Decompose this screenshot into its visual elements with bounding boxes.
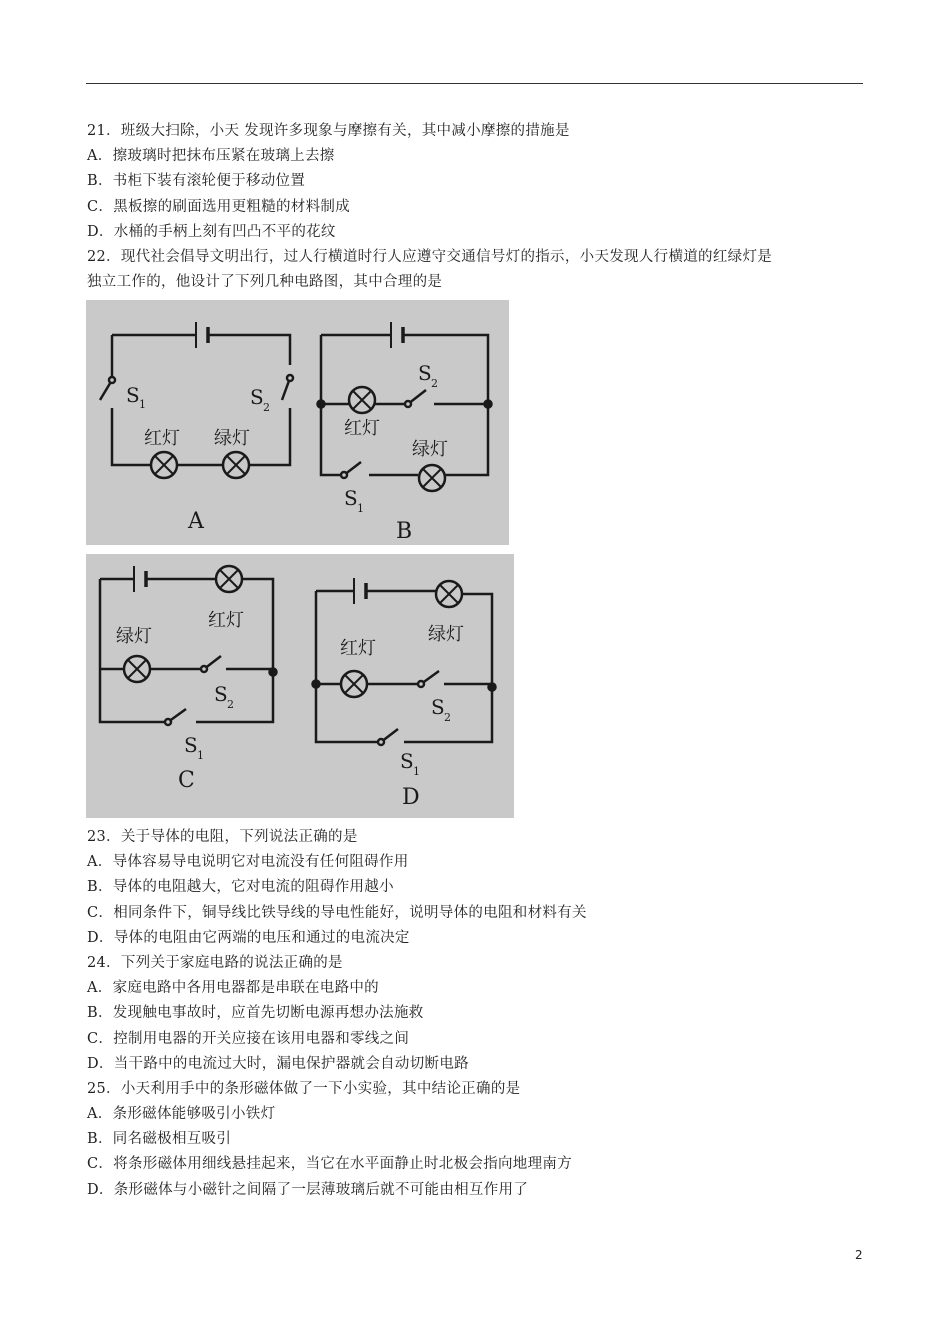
q23-stem: 23．关于导体的电阻，下列说法正确的是 (87, 829, 358, 845)
svg-text:2: 2 (444, 711, 451, 724)
circuit-a-s1-label: S (126, 383, 140, 407)
circuit-c-label: C (178, 768, 195, 793)
circuit-b-red-lamp-label: 红灯 (344, 418, 380, 439)
q21-option-c: C．黑板擦的刷面选用更粗糙的材料制成 (87, 198, 350, 215)
svg-text:1: 1 (197, 749, 204, 762)
circuit-a-green-lamp-label: 绿灯 (214, 428, 250, 449)
q25-option-d: D．条形磁体与小磁针之间隔了一层薄玻璃后就不可能由相互作用了 (87, 1181, 529, 1198)
q25-option-b: B．同名磁极相互吸引 (87, 1131, 232, 1148)
circuit-b-s2-label: S (418, 361, 432, 385)
circuit-d-s2-label: S (431, 695, 445, 719)
circuit-figure-cd (86, 554, 514, 818)
circuit-d-label: D (402, 785, 420, 810)
circuit-c-green-lamp-label: 绿灯 (116, 626, 152, 647)
q24-option-b: B．发现触电事故时，应首先切断电源再想办法施救 (87, 1005, 424, 1022)
q25-stem: 25．小天利用手中的条形磁体做了一下小实验，其中结论正确的是 (87, 1080, 521, 1097)
circuit-d-red-lamp-label: 红灯 (340, 638, 376, 659)
svg-text:1: 1 (413, 765, 420, 778)
circuit-c-s2-label: S (214, 682, 228, 706)
svg-text:1: 1 (357, 502, 364, 515)
circuit-c-red-lamp-label: 红灯 (208, 610, 244, 631)
circuit-d (313, 578, 496, 810)
svg-text:2: 2 (263, 401, 270, 414)
q24-option-c: C．控制用电器的开关应接在该用电器和零线之间 (87, 1030, 410, 1047)
q25-option-c: C．将条形磁体用细线悬挂起来，当它在水平面静止时北极会指向地理南方 (87, 1156, 572, 1173)
circuit-figure-ab (86, 300, 509, 545)
circuit-b-s1-label: S (344, 486, 358, 510)
circuit-a (100, 322, 293, 534)
questions-21-22 (87, 119, 772, 295)
q22-stem-line2: 独立工作的，他设计了下列几种电路图，其中合理的是 (87, 274, 443, 291)
q21-stem: 21．班级大扫除，小天 发现许多现象与摩擦有关，其中减小摩擦的措施是 (87, 123, 570, 139)
q21-option-d: D．水桶的手柄上刻有凹凸不平的花纹 (87, 223, 336, 240)
q24-option-d: D．当干路中的电流过大时，漏电保护器就会自动切断电路 (87, 1055, 469, 1072)
circuit-a-red-lamp-label: 红灯 (144, 428, 180, 449)
q23-option-a: A．导体容易导电说明它对电流没有任何阻碍作用 (87, 854, 409, 871)
svg-text:1: 1 (139, 398, 146, 411)
circuit-d-green-lamp-label: 绿灯 (428, 624, 464, 645)
q25-option-a: A．条形磁体能够吸引小铁灯 (87, 1106, 276, 1123)
circuit-b (318, 322, 492, 544)
page-number: 2 (855, 1248, 863, 1262)
circuit-d-s1-label: S (400, 749, 414, 773)
circuit-b-label: B (396, 519, 413, 544)
circuit-b-green-lamp-label: 绿灯 (412, 439, 448, 460)
circuit-c (100, 566, 277, 793)
svg-text:2: 2 (431, 377, 438, 390)
svg-text:2: 2 (227, 698, 234, 711)
circuit-a-s2-label: S (250, 385, 264, 409)
circuit-a-label: A (188, 509, 204, 534)
q24-option-a: A．家庭电路中各用电器都是串联在电路中的 (87, 980, 379, 997)
questions-23-25 (87, 825, 587, 1203)
q21-option-a: A．擦玻璃时把抹布压紧在玻璃上去擦 (87, 148, 335, 165)
header-rule (86, 83, 863, 84)
q23-option-b: B．导体的电阻越大，它对电流的阻碍作用越小 (87, 879, 394, 896)
q23-option-c: C．相同条件下，铜导线比铁导线的导电性能好，说明导体的电阻和材料有关 (87, 904, 587, 921)
circuit-c-s1-label: S (184, 733, 198, 757)
q21-option-b: B．书柜下装有滚轮便于移动位置 (87, 173, 306, 190)
q24-stem: 24．下列关于家庭电路的说法正确的是 (87, 954, 343, 971)
q22-stem-line1: 22．现代社会倡导文明出行，过人行横道时行人应遵守交通信号灯的指示，小天发现人行横道的红绿灯是 (87, 248, 773, 265)
q23-option-d: D．导体的电阻由它两端的电压和通过的电流决定 (87, 929, 410, 946)
